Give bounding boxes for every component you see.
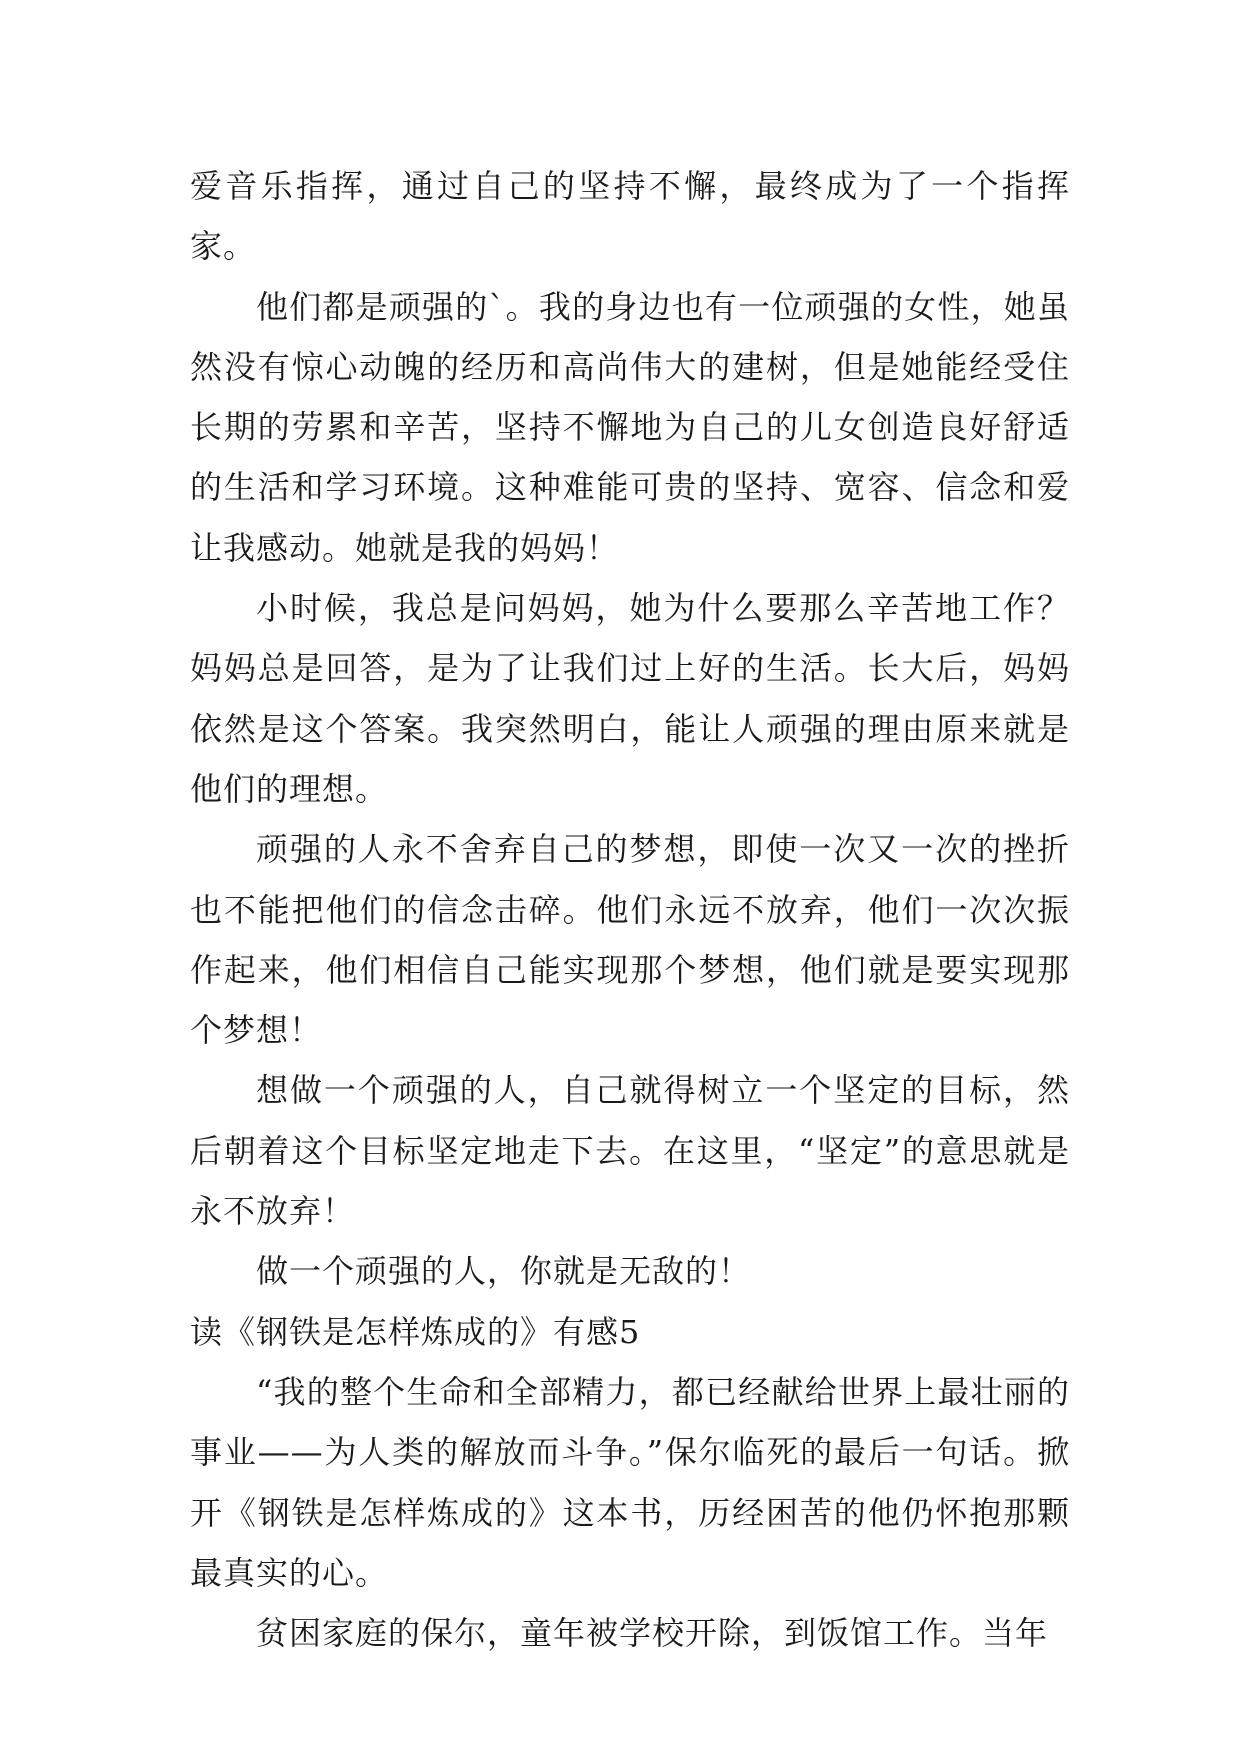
document-body bbox=[190, 156, 1070, 1663]
paragraph-8: 贫困家庭的保尔，童年被学校开除，到饭馆工作。当年 bbox=[256, 1614, 1049, 1653]
section-heading: 读《钢铁是怎样炼成的》有感5 bbox=[190, 1312, 641, 1351]
paragraph-2: 他们都是顽强的`。我的身边也有一位顽强的女性，她虽然没有惊心动魄的经历和高尚伟大的建树，但是她能经受住长期的劳累和辛苦，坚持不懈地为自己的儿女创造良好舒适的生活和学习环境。这种难能可贵的坚持、宽容、信念和爱让我感动。她就是我的妈妈！ bbox=[190, 287, 1070, 567]
paragraph-7: “我的整个生命和全部精力，都已经献给世界上最壮丽的事业——为人类的解放而斗争。”保尔临死的最后一句话。掀开《钢铁是怎样炼成的》这本书，历经困苦的他仍怀抱那颗最真实的心。 bbox=[190, 1372, 1070, 1592]
paragraph-1: 爱音乐指挥，通过自己的坚持不懈，最终成为了一个指挥家。 bbox=[190, 167, 1070, 266]
paragraph-6: 做一个顽强的人，你就是无敌的！ bbox=[256, 1252, 752, 1291]
paragraph-4: 顽强的人永不舍弃自己的梦想，即使一次又一次的挫折也不能把他们的信念击碎。他们永远不放弃，他们一次次振作起来，他们相信自己能实现那个梦想，他们就是要实现那个梦想！ bbox=[190, 830, 1070, 1050]
paragraph-5: 想做一个顽强的人，自己就得树立一个坚定的目标，然后朝着这个目标坚定地走下去。在这里，“坚定”的意思就是永不放弃！ bbox=[190, 1071, 1070, 1231]
paragraph-3: 小时候，我总是问妈妈，她为什么要那么辛苦地工作？妈妈总是回答，是为了让我们过上好的生活。长大后，妈妈依然是这个答案。我突然明白，能让人顽强的理由原来就是他们的理想。 bbox=[190, 589, 1070, 808]
